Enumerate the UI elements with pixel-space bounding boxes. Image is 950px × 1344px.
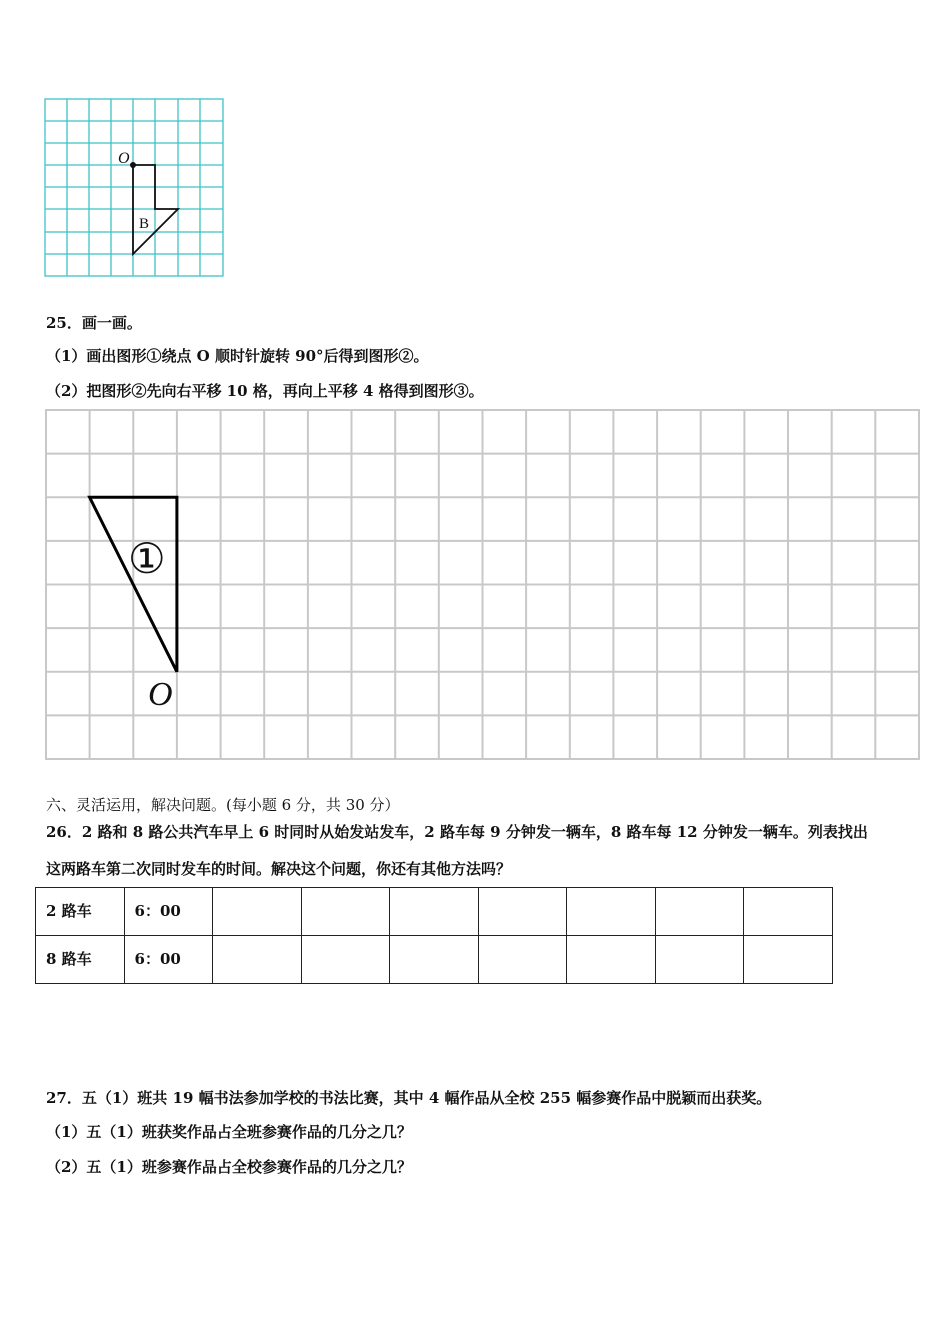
shape-1-label: ① — [128, 534, 166, 583]
blank-cell[interactable] — [390, 888, 479, 936]
q26-line1: 26．2 路和 8 路公共汽车早上 6 时同时从始发站发车，2 路车每 9 分钟发一辆车，8 路车每 12 分钟发一辆车。列表找出 — [46, 823, 868, 841]
blank-cell[interactable] — [567, 936, 656, 984]
point-o-label-large: O — [148, 676, 173, 713]
q27-part2: （2）五（1）班参赛作品占全校参赛作品的几分之几？ — [46, 1158, 412, 1176]
small-grid — [45, 99, 223, 276]
q26-line2: 这两路车第二次同时发车的时间。解决这个问题，你还有其他方法吗？ — [46, 860, 512, 878]
start-time-cell: 6：00 — [124, 888, 213, 936]
blank-cell[interactable] — [301, 888, 390, 936]
section6-title: 六、灵活运用，解决问题。(每小题 6 分，共 30 分） — [46, 796, 400, 814]
small-grid-figure — [44, 98, 226, 280]
blank-cell[interactable] — [390, 936, 479, 984]
table-row — [36, 936, 833, 984]
blank-cell[interactable] — [655, 936, 744, 984]
blank-cell[interactable] — [655, 888, 744, 936]
point-o-marker — [130, 162, 136, 168]
blank-cell[interactable] — [567, 888, 656, 936]
blank-cell[interactable] — [744, 888, 833, 936]
table-row — [36, 888, 833, 936]
blank-cell[interactable] — [301, 936, 390, 984]
q25-part2: （2）把图形②先向右平移 10 格，再向上平移 4 格得到图形③。 — [46, 382, 484, 400]
start-time-cell: 6：00 — [124, 936, 213, 984]
schedule-table — [35, 887, 833, 984]
q25-part1: （1）画出图形①绕点 O 顺时针旋转 90°后得到图形②。 — [46, 347, 429, 365]
point-o-label: O — [118, 150, 130, 167]
q25-title: 25．画一画。 — [46, 314, 142, 332]
blank-cell[interactable] — [744, 936, 833, 984]
q27-part1: （1）五（1）班获奖作品占全班参赛作品的几分之几？ — [46, 1123, 412, 1141]
blank-cell[interactable] — [478, 936, 567, 984]
blank-cell[interactable] — [213, 936, 302, 984]
large-grid-figure — [44, 408, 922, 762]
blank-cell[interactable] — [213, 888, 302, 936]
shape-b-label: B — [139, 216, 150, 232]
blank-cell[interactable] — [478, 888, 567, 936]
route-cell: 8 路车 — [36, 936, 125, 984]
route-cell: 2 路车 — [36, 888, 125, 936]
q27-stem: 27．五（1）班共 19 幅书法参加学校的书法比赛，其中 4 幅作品从全校 255 幅参赛作品中脱颖而出获奖。 — [46, 1089, 772, 1107]
